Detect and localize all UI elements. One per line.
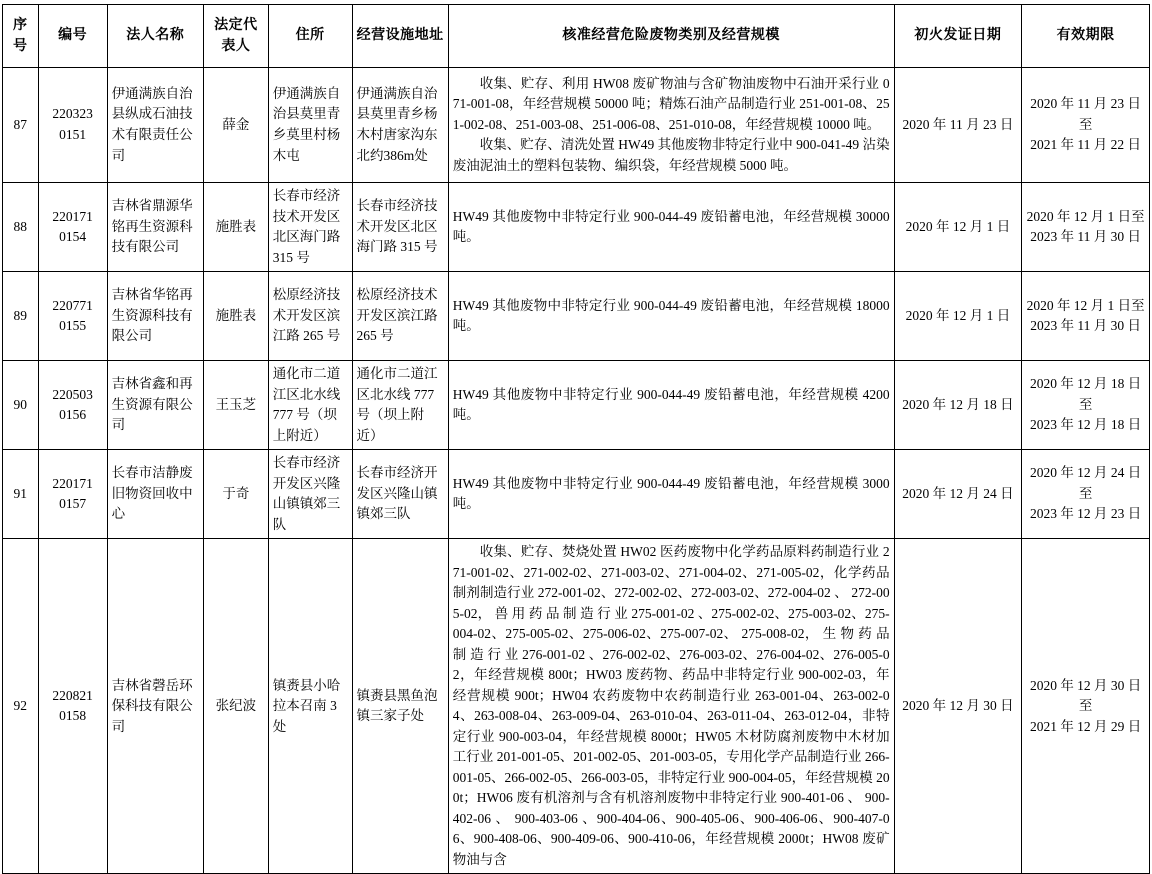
cell-facility-address: 长春市经济技术开发区北区海门路 315 号 (352, 183, 448, 272)
cell-code-line1: 220171 (52, 208, 93, 224)
cell-validity-line2: 2021 年 11 月 22 日 (1030, 137, 1142, 153)
cell-residence: 镇赉县小哈拉本召南 3 处 (268, 539, 352, 874)
cell-residence: 通化市二道江区北水线 777 号（坝上附近） (268, 361, 352, 450)
cell-validity-line1: 2020 年 12 月 30 日至 (1029, 677, 1142, 714)
column-header-seq: 序号 (3, 5, 39, 68)
cell-issue-date: 2020 年 12 月 1 日 (894, 183, 1022, 272)
cell-code (38, 183, 107, 272)
cell-approved-scope (448, 272, 894, 361)
cell-facility-address: 长春市经济开发区兴隆山镇镇郊三队 (352, 450, 448, 539)
cell-approved-scope-para1: HW49 其他废物中非特定行业 900-044-49 废铅蓄电池，年经营规模 18000 吨。 (452, 297, 890, 334)
cell-approved-scope (448, 539, 894, 874)
cell-approved-scope (448, 361, 894, 450)
cell-seq: 88 (3, 183, 39, 272)
table-row (3, 183, 1150, 272)
cell-residence: 长春市经济开发区兴隆山镇镇郊三队 (268, 450, 352, 539)
cell-issue-date: 2020 年 11 月 23 日 (894, 68, 1022, 183)
cell-facility-address: 镇赉县黑鱼泡镇三家子处 (352, 539, 448, 874)
cell-approved-scope-para1: HW49 其他废物中非特定行业 900-044-49 废铅蓄电池，年经营规模 3000 吨。 (452, 475, 890, 512)
column-header-residence: 住所 (268, 5, 352, 68)
cell-legal-entity-name: 吉林省磬岳环保科技有限公司 (107, 539, 203, 874)
cell-legal-entity-name: 吉林省华铭再生资源科技有限公司 (107, 272, 203, 361)
column-header-facility-address: 经营设施地址 (352, 5, 448, 68)
cell-legal-entity-name: 伊通满族自治县纵成石油技术有限责任公司 (107, 68, 203, 183)
cell-seq: 87 (3, 68, 39, 183)
cell-facility-address: 伊通满族自治县莫里青乡杨木村唐家沟东北约386m处 (352, 68, 448, 183)
cell-validity-period (1022, 183, 1150, 272)
table-row (3, 539, 1150, 874)
column-header-approved-scope: 核准经营危险废物类别及经营规模 (448, 5, 894, 68)
cell-validity-period (1022, 450, 1150, 539)
column-header-code: 编号 (38, 5, 107, 68)
column-header-validity-period: 有效期限 (1022, 5, 1150, 68)
cell-code-line1: 220821 (52, 687, 93, 703)
table-row (3, 361, 1150, 450)
cell-legal-entity-name: 吉林省鑫和再生资源有限公司 (107, 361, 203, 450)
column-header-legal-representative: 法定代表人 (203, 5, 268, 68)
cell-facility-address: 通化市二道江区北水线 777 号（坝上附近） (352, 361, 448, 450)
cell-validity-line2: 2023 年 12 月 18 日 (1029, 417, 1142, 433)
cell-validity-line1: 2020 年 12 月 1 日至 (1026, 297, 1145, 313)
cell-code-line2: 0157 (59, 496, 87, 512)
cell-validity-period (1022, 272, 1150, 361)
cell-validity-period (1022, 539, 1150, 874)
cell-residence: 松原经济技术开发区滨江路 265 号 (268, 272, 352, 361)
cell-code-line2: 0156 (59, 407, 87, 423)
cell-seq: 90 (3, 361, 39, 450)
table-header-row (3, 5, 1150, 68)
cell-code-line1: 220771 (52, 297, 93, 313)
cell-legal-representative: 于奇 (203, 450, 268, 539)
cell-legal-representative: 施胜表 (203, 183, 268, 272)
cell-validity-period (1022, 68, 1150, 183)
cell-legal-entity-name: 长春市洁静废旧物资回收中心 (107, 450, 203, 539)
cell-code (38, 450, 107, 539)
cell-legal-entity-name: 吉林省鼎源华铭再生资源科技有限公司 (107, 183, 203, 272)
cell-validity-line1: 2020 年 12 月 24 日至 (1029, 465, 1142, 501)
cell-code-line2: 0158 (59, 708, 87, 724)
cell-code-line2: 0151 (59, 127, 87, 142)
cell-validity-line1: 2020 年 11 月 23 日至 (1030, 96, 1142, 132)
cell-code-line1: 220323 (52, 106, 93, 122)
cell-code (38, 272, 107, 361)
cell-approved-scope-para1: 收集、贮存、焚烧处置 HW02 医药废物中化学药品原料药制造行业 271-001-02、271-002-02、271-003-02、271-004-02、271-005-02，化学药品制剂制造行业 272-001-02、272-002-02、272-003-02、272-004-02 、 272-005-02， 兽 用 药 品 制 造 行 业 275-001-02 、275-002-02、275-003-02、275-004-02、275-005-02、275-006-02、275-007-02、 275-008-02， 生 物 药 品 制 造 行 业 276-001-02 、276-002-02、276-003-02、276-004-02、276-005-02，年经营规模 800t；HW03 废药物、药品中非特定行业 900-002-03，年经营规模 900t；HW04 农药废物中农药制造行业 263-001-04、263-002-04、263-008-04、263-009-04、263-010-04、263-011-04、263-012-04，非特定行业 900-003-04，年经营规模 8000t；HW05 木材防腐剂废物中木材加工行业 201-001-05、201-002-05、201-003-05，专用化学产品制造行业 266-001-05、266-002-05、266-003-05，非特定行业 900-004-05，年经营规模 200t；HW06 废有机溶剂与含有机溶剂废物中非特定行业 900-401-06 、 900-402-06 、 900-403-06 、900-404-06、900-405-06、900-406-06、900-407-06、900-408-06、900-409-06、900-410-06，年经营规模 2000t；HW08 废矿物油与含 (452, 544, 890, 867)
cell-code-line2: 0154 (59, 229, 87, 245)
cell-residence: 长春市经济技术开发区北区海门路 315 号 (268, 183, 352, 272)
cell-approved-scope-para1: HW49 其他废物中非特定行业 900-044-49 废铅蓄电池，年经营规模 4200 吨。 (452, 386, 890, 423)
cell-seq: 89 (3, 272, 39, 361)
cell-residence: 伊通满族自治县莫里青乡莫里村杨木屯 (268, 68, 352, 183)
cell-code-line1: 220171 (52, 475, 93, 491)
table-row (3, 450, 1150, 539)
cell-code-line1: 220503 (52, 386, 93, 402)
cell-validity-line2: 2023 年 11 月 30 日 (1030, 318, 1142, 334)
cell-issue-date: 2020 年 12 月 1 日 (894, 272, 1022, 361)
cell-approved-scope-para1: HW49 其他废物中非特定行业 900-044-49 废铅蓄电池，年经营规模 30000 吨。 (452, 208, 890, 245)
cell-validity-line2: 2023 年 11 月 30 日 (1030, 229, 1142, 245)
table-row (3, 68, 1150, 183)
cell-legal-representative: 王玉芝 (203, 361, 268, 450)
cell-legal-representative: 施胜表 (203, 272, 268, 361)
cell-issue-date: 2020 年 12 月 30 日 (894, 539, 1022, 874)
cell-validity-line2: 2021 年 12 月 29 日 (1029, 718, 1142, 734)
column-header-legal-entity-name: 法人名称 (107, 5, 203, 68)
cell-code (38, 361, 107, 450)
cell-validity-line1: 2020 年 12 月 18 日至 (1029, 376, 1142, 412)
hazardous-waste-permit-table (2, 4, 1150, 874)
cell-facility-address: 松原经济技术开发区滨江路 265 号 (352, 272, 448, 361)
cell-validity-line2: 2023 年 12 月 23 日 (1029, 506, 1142, 522)
cell-validity-period (1022, 361, 1150, 450)
cell-approved-scope-para1: 收集、贮存、利用 HW08 废矿物油与含矿物油废物中石油开采行业 071-001-08，年经营规模 50000 吨；精炼石油产品制造行业 251-001-08、251-002-08、251-003-08、251-006-08、251-010-08，年经营规模 10000 吨。 (452, 75, 890, 132)
cell-approved-scope (448, 183, 894, 272)
cell-legal-representative: 薛金 (203, 68, 268, 183)
cell-code (38, 68, 107, 183)
cell-issue-date: 2020 年 12 月 18 日 (894, 361, 1022, 450)
table-header (3, 5, 1150, 68)
cell-seq: 92 (3, 539, 39, 874)
cell-validity-line1: 2020 年 12 月 1 日至 (1026, 208, 1145, 224)
cell-code-line2: 0155 (59, 318, 87, 334)
table-body (3, 68, 1150, 874)
column-header-issue-date: 初火发证日期 (894, 5, 1022, 68)
table-row (3, 272, 1150, 361)
cell-issue-date: 2020 年 12 月 24 日 (894, 450, 1022, 539)
cell-approved-scope (448, 68, 894, 183)
cell-code (38, 539, 107, 874)
cell-approved-scope (448, 450, 894, 539)
cell-seq: 91 (3, 450, 39, 539)
cell-legal-representative: 张纪波 (203, 539, 268, 874)
cell-approved-scope-para2: 收集、贮存、清洗处置 HW49 其他废物非特定行业中 900-041-49 沾染废油泥油土的塑料包装物、编织袋，年经营规模 5000 吨。 (452, 137, 890, 173)
